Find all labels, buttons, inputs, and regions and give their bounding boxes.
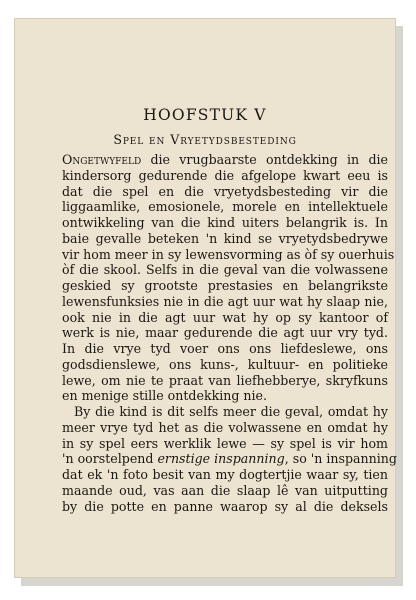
text-line: By die kind is dit selfs meer die geval, omdat hy (74, 404, 388, 419)
text-line: meer vrye tyd het as die volwassene en omdat hy (62, 419, 388, 435)
body-text (62, 152, 397, 514)
chapter-title: HOOFSTUK V (143, 106, 267, 124)
text-line: in sy spel eers werklik lewe — sy spel is vir hom (62, 435, 388, 451)
paragraph-1 (62, 152, 395, 404)
text-line: ontwikkeling van die kind uiters belangrik is. In (62, 215, 388, 230)
text-line: werk is nie, maar gedurende die agt uur vry tyd. (62, 325, 388, 341)
text-line: lewensfunksies nie in die agt uur wat hy slaap nie, (62, 293, 388, 309)
text-line: dat ek 'n foto besit van my dogtertjie waar sy, tien (62, 467, 388, 482)
text-line: godsdienslewe, ons kuns-, kultuur- en politieke (62, 356, 388, 372)
text-line: lewe, om nie te praat van liefhebberye, skryfkuns (62, 372, 388, 388)
text-line: baie gevalle beteken 'n kind se vryetydsbedrywe (62, 230, 388, 246)
text-line: dat die spel en die vryetydsbesteding vir die (62, 183, 388, 199)
book-page (14, 18, 396, 578)
text-line: In die vrye tyd voer ons ons liefdeslewe, ons (62, 341, 388, 356)
text-line: 'n oorstelpend ernstige inspanning, so 'n inspanning (62, 451, 397, 467)
text-line: vir hom meer in sy lewensvorming as òf sy ouerhuis (62, 246, 395, 262)
text-line: liggaamlike, emosionele, morele en intellektuele (62, 199, 388, 215)
text-line: òf die skool. Selfs in die geval van die volwassene (62, 262, 388, 278)
text-line: maande oud, vas aan die slaap lê van uitputting (62, 482, 388, 498)
section-title: Spel en Vryetydsbesteding (113, 132, 297, 147)
emphasis-text: ernstige inspanning (157, 451, 285, 467)
text-line: en menige stille ontdekking nie. (62, 388, 268, 404)
text-line: by die potte en panne waarop sy al die deksels (62, 498, 388, 514)
text-line: geskied sy grootste prestasies en belangrikste (62, 278, 388, 293)
text-line: kindersorg gedurende die afgelope kwart eeu is (62, 167, 388, 183)
paragraph-2 (62, 404, 397, 514)
text-line: ook nie in die agt uur wat hy op sy kantoor of (62, 309, 388, 325)
text-line: Ongetwyfeld die vrugbaarste ontdekking in die (62, 152, 388, 167)
